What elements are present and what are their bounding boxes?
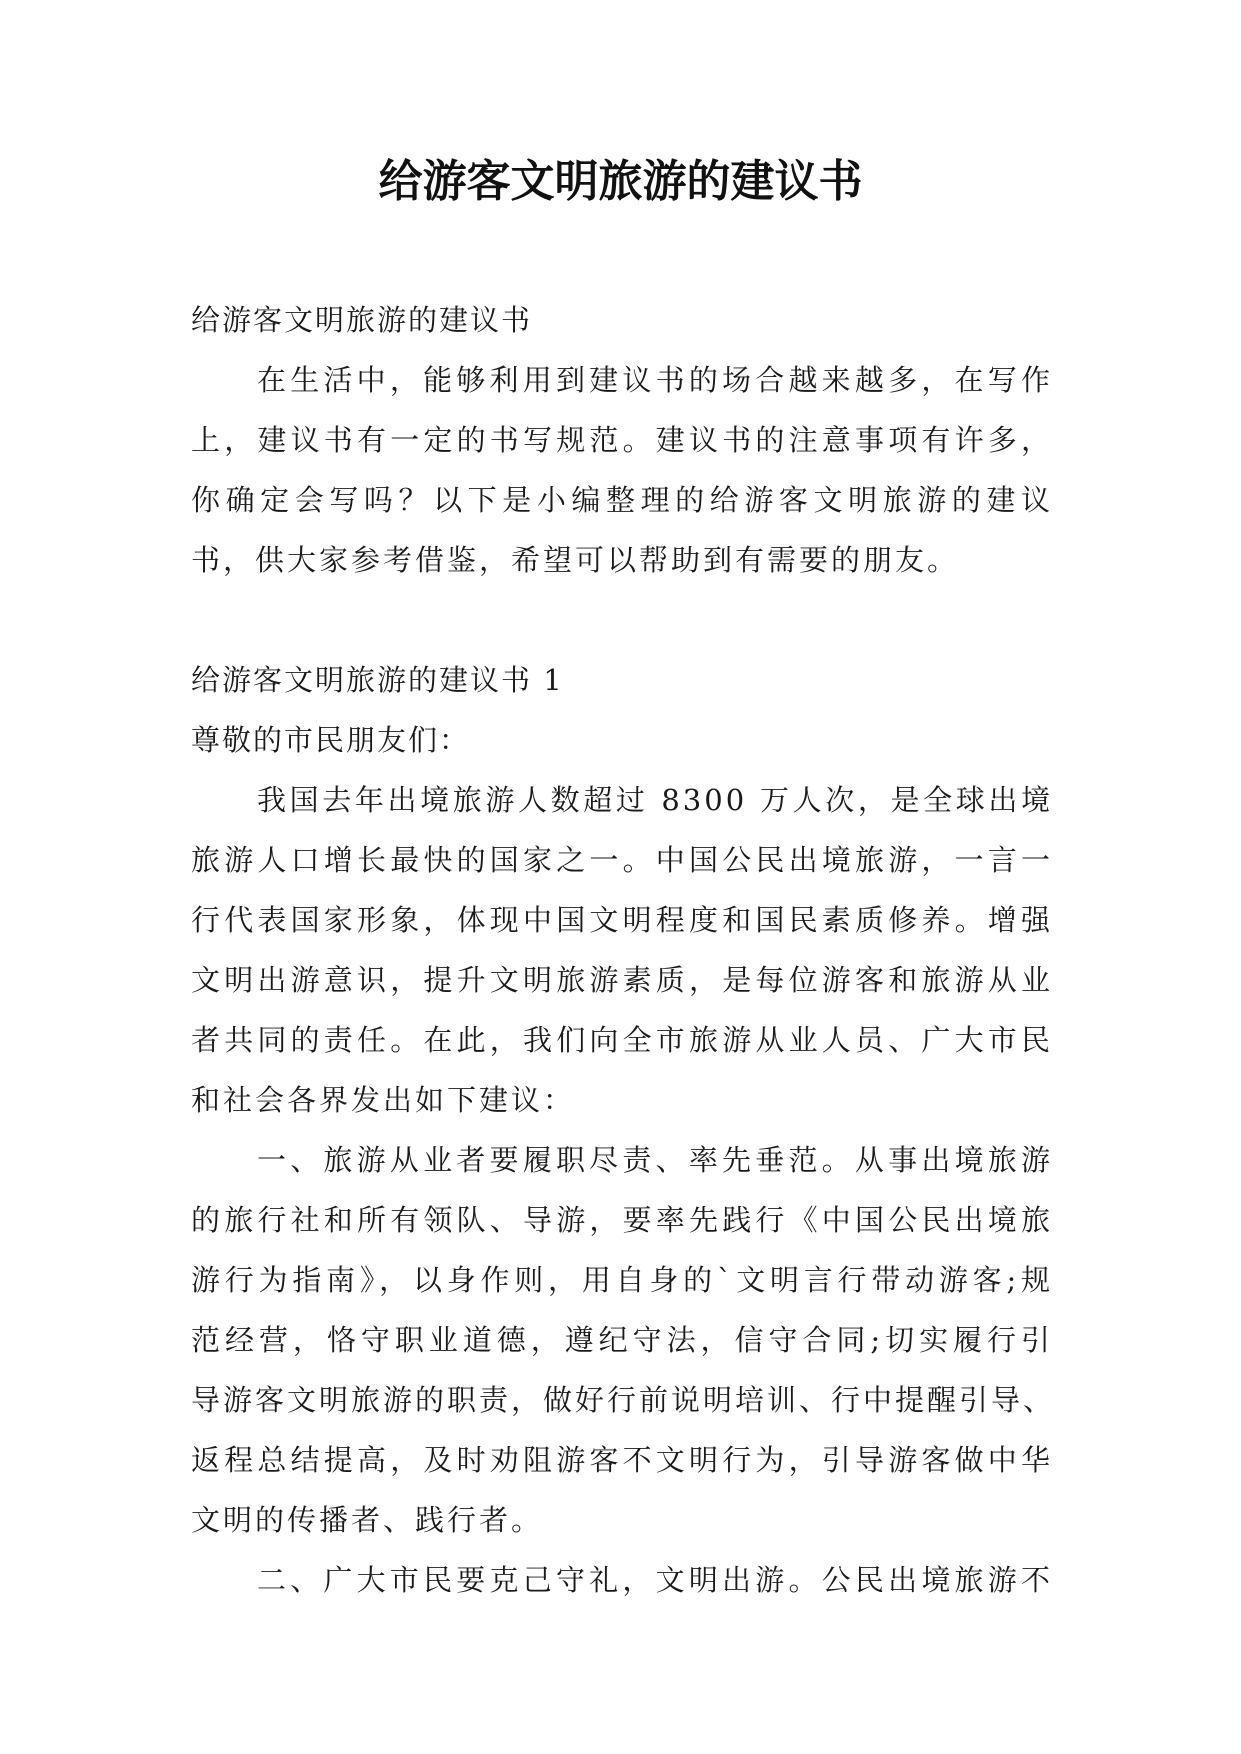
paragraph-line: 范经营，恪守职业道德，遵纪守法，信守合同;切实履行引 xyxy=(191,1323,1053,1357)
paragraph-line: 者共同的责任。在此，我们向全市旅游从业人员、广大市民 xyxy=(191,1023,1053,1057)
intro-paragraph xyxy=(191,350,1053,590)
intro-line: 书，供大家参考借鉴，希望可以帮助到有需要的朋友。 xyxy=(191,543,960,577)
paragraph-line: 行代表国家形象，体现中国文明程度和国民素质修养。增强 xyxy=(191,903,1053,937)
paragraph-line: 文明的传播者、践行者。 xyxy=(191,1503,544,1537)
paragraph-line: 返程总结提高，及时劝阻游客不文明行为，引导游客做中华 xyxy=(191,1443,1053,1477)
intro-line: 上，建议书有一定的书写规范。建议书的注意事项有许多， xyxy=(191,423,1053,457)
paragraph-line: 一、旅游从业者要履职尽责、率先垂范。从事出境旅游 xyxy=(257,1143,1053,1177)
paragraph-line: 文明出游意识，提升文明旅游素质，是每位游客和旅游从业 xyxy=(191,963,1053,997)
document-body xyxy=(191,290,1056,1610)
paragraph-3 xyxy=(191,1550,1053,1610)
document-title: 给游客文明旅游的建议书 xyxy=(378,156,863,207)
paragraph-spacer xyxy=(191,590,1053,650)
section-heading: 给游客文明旅游的建议书 1 xyxy=(191,663,564,697)
paragraph-line: 我国去年出境旅游人数超过 8300 万人次，是全球出境 xyxy=(257,783,1053,817)
salutation: 尊敬的市民朋友们： xyxy=(191,723,471,757)
paragraph-1 xyxy=(191,770,1053,1130)
intro-line: 你确定会写吗？以下是小编整理的给游客文明旅游的建议 xyxy=(191,483,1053,517)
intro-line: 在生活中，能够利用到建议书的场合越来越多，在写作 xyxy=(257,363,1053,397)
document-subtitle: 给游客文明旅游的建议书 xyxy=(191,303,533,337)
paragraph-line: 的旅行社和所有领队、导游，要率先践行《中国公民出境旅 xyxy=(191,1203,1053,1237)
paragraph-line: 和社会各界发出如下建议： xyxy=(191,1083,576,1117)
paragraph-line: 旅游人口增长最快的国家之一。中国公民出境旅游，一言一 xyxy=(191,843,1053,877)
paragraph-line: 导游客文明旅游的职责，做好行前说明培训、行中提醒引导、 xyxy=(191,1383,1056,1417)
paragraph-line: 二、广大市民要克己守礼，文明出游。公民出境旅游不 xyxy=(257,1563,1053,1597)
paragraph-line: 游行为指南》，以身作则，用自身的`文明言行带动游客;规 xyxy=(191,1263,1053,1297)
paragraph-2 xyxy=(191,1130,1056,1550)
